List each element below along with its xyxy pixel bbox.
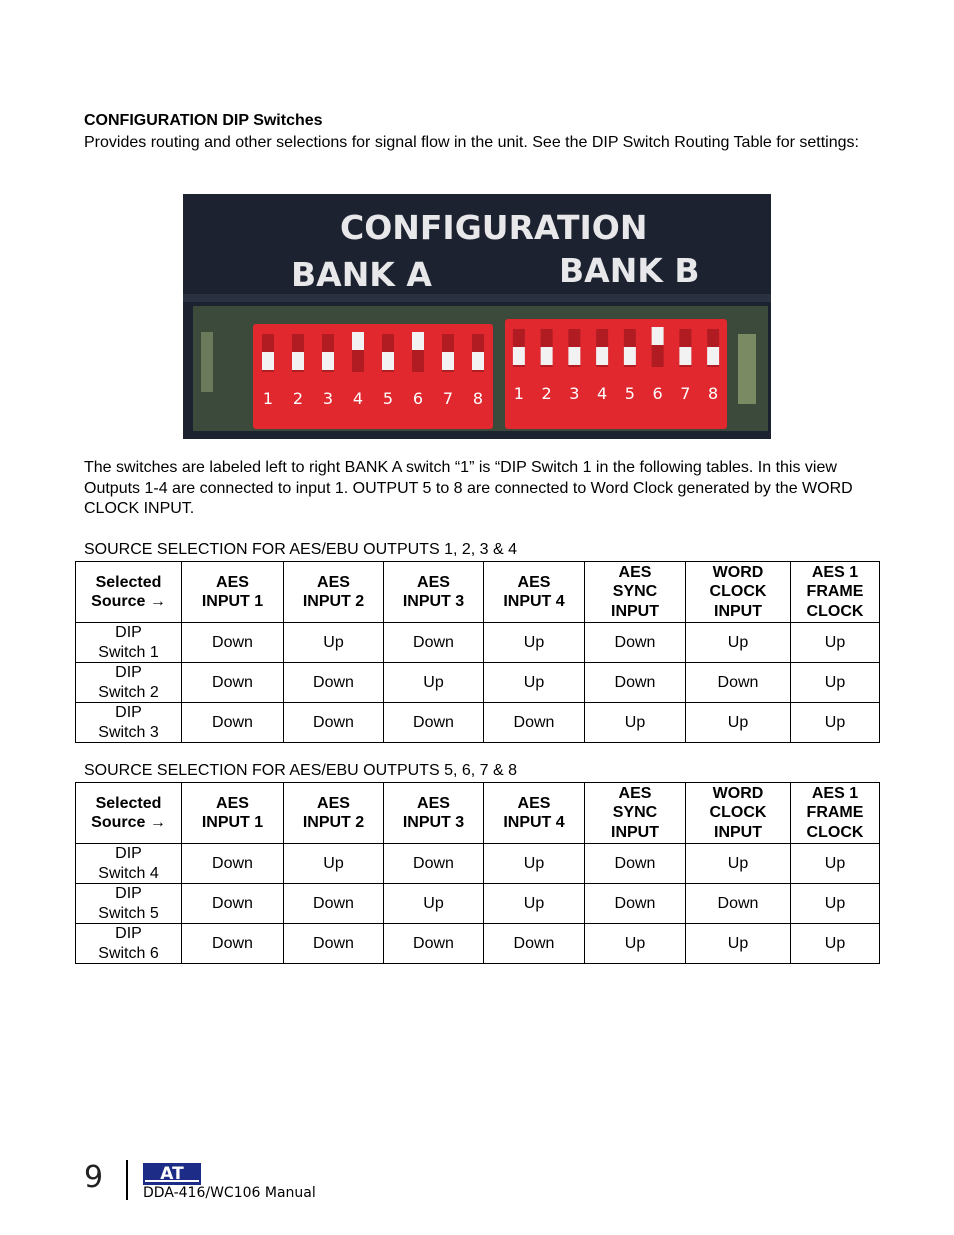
column-header [791, 783, 880, 844]
header-line: INPUT [714, 823, 762, 841]
table-row [76, 623, 880, 663]
header-line: INPUT [714, 602, 762, 620]
dip-switch-photo [183, 194, 771, 439]
table-cell: Down [284, 884, 384, 924]
table-cell: Down [182, 844, 284, 884]
header-line: FRAME [806, 804, 864, 822]
table-cell: Down [384, 703, 484, 743]
table-cell: Up [585, 703, 686, 743]
bank-a-switch-block [253, 324, 493, 429]
row-label-line: DIP [115, 664, 142, 681]
dip-number: 6 [412, 389, 424, 408]
header-line: AES [317, 573, 350, 591]
header-line: WORD [712, 784, 764, 802]
header-line: AES [417, 794, 450, 812]
dip-toggle [707, 347, 719, 365]
row-label-line: Switch 5 [98, 904, 159, 922]
column-header [284, 783, 384, 844]
header-line: CLOCK [806, 602, 864, 620]
table-cell: Up [384, 884, 484, 924]
dip-toggle [472, 352, 484, 370]
row-label-line: DIP [115, 925, 142, 942]
footer-divider [126, 1160, 128, 1200]
table1-caption: SOURCE SELECTION FOR AES/EBU OUTPUTS 1, 2, 3 & 4 [84, 541, 517, 558]
dip-toggle [352, 332, 364, 350]
table-cell: Up [791, 844, 880, 884]
photo-bank-a: BANK A [291, 255, 432, 294]
table-cell: Down [284, 703, 384, 743]
table-cell: Up [484, 884, 585, 924]
header-line: INPUT [611, 602, 659, 620]
dip-toggle [322, 352, 334, 370]
dip-toggle [679, 347, 691, 365]
dip-toggle [652, 327, 664, 345]
table-cell: Down [384, 623, 484, 663]
manual-title: DDA-416/WC106 Manual [143, 1185, 316, 1201]
table-row [76, 884, 880, 924]
table-cell: Up [484, 623, 585, 663]
dip-number: 4 [597, 384, 608, 403]
dip-toggle [412, 332, 424, 350]
dip-number: 8 [472, 389, 484, 408]
table-row [76, 924, 880, 964]
table-cell: Up [384, 663, 484, 703]
header-line: Selected [95, 573, 162, 591]
column-header [484, 562, 585, 623]
table-cell: Down [585, 623, 686, 663]
row-label-line: Switch 4 [98, 864, 159, 882]
dip-toggle [596, 347, 608, 365]
header-line: CLOCK [709, 583, 767, 601]
header-line: FRAME [806, 583, 864, 601]
column-header [182, 783, 284, 844]
dip-number: 3 [569, 384, 580, 403]
dip-toggle [568, 347, 580, 365]
table-cell: Up [484, 663, 585, 703]
header-line: AES [517, 794, 551, 812]
header-line: INPUT 2 [302, 593, 365, 610]
row-label-line: DIP [115, 885, 142, 902]
table-cell: Down [284, 924, 384, 964]
table-cell: Up [686, 623, 791, 663]
column-header [182, 562, 284, 623]
header-line: INPUT 4 [503, 814, 565, 831]
dip-number: 5 [382, 389, 394, 408]
at-logo [143, 1163, 201, 1185]
dip-toggle [382, 352, 394, 370]
column-header [384, 562, 484, 623]
row-label-line: Switch 3 [98, 723, 159, 741]
table-cell: Up [791, 703, 880, 743]
column-header [585, 562, 686, 623]
table-cell: Down [686, 663, 791, 703]
dip-number: 3 [322, 389, 334, 408]
column-header [791, 562, 880, 623]
dip-toggle [442, 352, 454, 370]
row-label [76, 623, 182, 663]
table-cell: Up [284, 623, 384, 663]
dip-number: 1 [513, 384, 524, 403]
column-header [284, 562, 384, 623]
header-line: AES [216, 573, 249, 591]
table-cell: Up [686, 924, 791, 964]
column-header [76, 783, 182, 844]
header-line: INPUT 4 [503, 593, 565, 610]
table-cell: Up [791, 623, 880, 663]
header-line: AES [618, 784, 652, 802]
dip-number: 7 [442, 389, 454, 408]
column-header [686, 783, 791, 844]
dip-number: 7 [680, 384, 691, 403]
photo-bank-b: BANK B [559, 251, 700, 290]
header-line: SYNC [612, 804, 658, 822]
table-cell: Down [284, 663, 384, 703]
header-line: AES [517, 573, 551, 591]
row-label-line: DIP [115, 704, 142, 721]
header-line: AES [317, 794, 350, 812]
header-line: WORD [712, 563, 764, 581]
table-cell: Down [585, 844, 686, 884]
table-row [76, 844, 880, 884]
dip-switch-body [253, 324, 493, 429]
header-line: AES [618, 563, 652, 581]
column-header [686, 562, 791, 623]
row-label-line: Switch 1 [98, 643, 159, 661]
row-label [76, 924, 182, 964]
header-line: Source → [91, 593, 166, 610]
header-line: INPUT 3 [402, 593, 465, 610]
table-cell: Down [686, 884, 791, 924]
row-label [76, 884, 182, 924]
row-label-line: Switch 6 [98, 944, 159, 962]
table2-caption: SOURCE SELECTION FOR AES/EBU OUTPUTS 5, 6, 7 & 8 [84, 762, 517, 779]
table-cell: Down [182, 623, 284, 663]
dip-toggle [624, 347, 636, 365]
intro-paragraph: Provides routing and other selections for signal flow in the unit. See the DIP Switch Routing Table for settings: [84, 134, 859, 151]
table2-source-selection [75, 782, 880, 964]
table-row [76, 703, 880, 743]
column-header [76, 562, 182, 623]
description-paragraph: The switches are labeled left to right BANK A switch “1” is “DIP Switch 1 in the following tables. In this view Outputs 1-4 are connected to input 1. OUTPUT 5 to 8 are connected to Word Clock generated by the WORD CLOCK INPUT. [84, 459, 853, 517]
header-line: Selected [95, 794, 162, 812]
section-heading: CONFIGURATION DIP Switches [84, 112, 323, 129]
table-cell: Down [484, 703, 585, 743]
logo-text: AT [160, 1164, 184, 1184]
column-header [484, 783, 585, 844]
dip-switch-body [505, 319, 727, 429]
table-cell: Down [182, 884, 284, 924]
table-cell: Down [182, 703, 284, 743]
header-line: SYNC [612, 583, 658, 601]
table-cell: Up [284, 844, 384, 884]
column-header [384, 783, 484, 844]
dip-number: 8 [708, 384, 719, 403]
header-line: INPUT 1 [201, 593, 264, 610]
header-line: INPUT 2 [302, 814, 365, 831]
table-cell: Up [791, 663, 880, 703]
row-label [76, 844, 182, 884]
column-header [585, 783, 686, 844]
table-cell: Down [484, 924, 585, 964]
header-line: INPUT 3 [402, 814, 465, 831]
table-cell: Up [686, 844, 791, 884]
dip-toggle [541, 347, 553, 365]
row-label-line: DIP [115, 624, 142, 641]
header-line: INPUT 1 [201, 814, 264, 831]
table-cell: Down [585, 663, 686, 703]
dip-number: 6 [652, 384, 663, 403]
table-cell: Down [384, 844, 484, 884]
dip-number: 1 [262, 389, 274, 408]
dip-number: 2 [541, 384, 552, 403]
table-cell: Down [182, 663, 284, 703]
dip-number: 5 [624, 384, 635, 403]
row-label-line: DIP [115, 845, 142, 862]
dip-number: 4 [352, 389, 364, 408]
header-line: AES [216, 794, 249, 812]
header-line: CLOCK [709, 804, 767, 822]
bank-b-switch-block [505, 319, 727, 429]
row-label-line: Switch 2 [98, 683, 159, 701]
header-line: AES 1 [811, 563, 859, 581]
dip-toggle [292, 352, 304, 370]
dip-toggle [262, 352, 274, 370]
table-cell: Up [585, 924, 686, 964]
page-number: 9 [84, 1160, 104, 1195]
header-line: Source → [91, 814, 166, 831]
header-line: CLOCK [806, 823, 864, 841]
dip-number: 2 [292, 389, 304, 408]
dip-toggle [513, 347, 525, 365]
table-cell: Down [182, 924, 284, 964]
table-cell: Down [585, 884, 686, 924]
table-cell: Up [484, 844, 585, 884]
table-cell: Up [686, 703, 791, 743]
table-row [76, 663, 880, 703]
table-cell: Up [791, 924, 880, 964]
table-cell: Up [791, 884, 880, 924]
header-line: INPUT [611, 823, 659, 841]
photo-title: CONFIGURATION [340, 208, 648, 247]
header-line: AES 1 [811, 784, 859, 802]
row-label [76, 663, 182, 703]
table1-source-selection [75, 561, 880, 743]
row-label [76, 703, 182, 743]
table-cell: Down [384, 924, 484, 964]
header-line: AES [417, 573, 450, 591]
